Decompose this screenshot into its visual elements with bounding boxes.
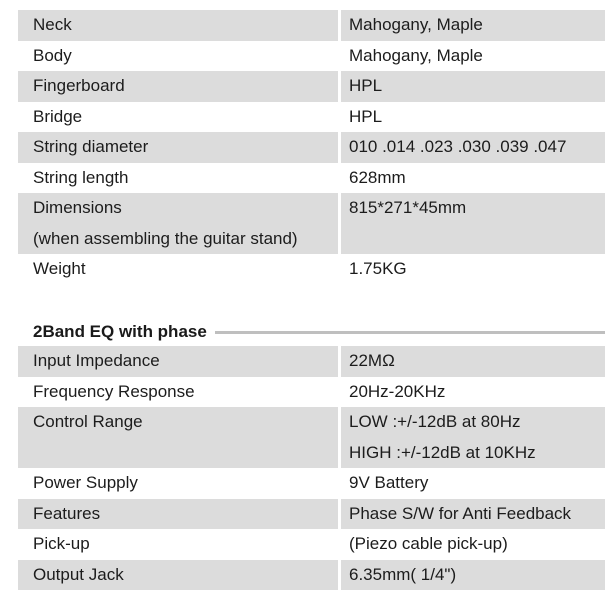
spec-label: Power Supply xyxy=(33,473,138,492)
eq-section-header xyxy=(33,318,605,346)
spec-label: Features xyxy=(18,499,338,530)
spec-label: Frequency Response xyxy=(33,381,195,401)
spec-row-neck xyxy=(18,10,605,41)
eq-row-frequency-response xyxy=(18,377,605,408)
spec-value: 628mm xyxy=(349,167,406,187)
spec-value: LOW :+/-12dB at 80Hz HIGH :+/-12dB at 10KHz xyxy=(341,407,605,468)
spec-value: Mahogany, Maple xyxy=(349,45,483,65)
spec-value: 6.35mm( 1/4") xyxy=(341,560,605,591)
spec-value: 815*271*45mm xyxy=(341,193,605,254)
spec-label: String diameter xyxy=(18,132,338,163)
spec-value: 9V Battery xyxy=(349,473,429,492)
spec-label: Input Impedance xyxy=(18,346,338,377)
spec-value: 010 .014 .023 .030 .039 .047 xyxy=(341,132,605,163)
spec-label: Pick-up xyxy=(33,534,90,553)
eq-row-power-supply xyxy=(18,468,605,499)
spec-label: Neck xyxy=(18,10,338,41)
spec-value: (Piezo cable pick-up) xyxy=(349,534,508,553)
eq-row-control-range xyxy=(18,407,605,468)
eq-row-pick-up xyxy=(18,529,605,560)
specs-table xyxy=(18,10,605,285)
spec-label: String length xyxy=(33,167,129,187)
spec-row-fingerboard xyxy=(18,71,605,102)
eq-row-output-jack xyxy=(18,560,605,591)
spec-label: Fingerboard xyxy=(18,71,338,102)
spec-value: HPL xyxy=(341,71,605,102)
spec-value: 1.75KG xyxy=(349,259,407,278)
spec-row-dimensions xyxy=(18,193,605,254)
eq-row-features xyxy=(18,499,605,530)
spec-value: Phase S/W for Anti Feedback xyxy=(341,499,605,530)
spec-label: Body xyxy=(33,45,72,65)
spec-row-weight xyxy=(18,254,605,285)
section-divider xyxy=(215,331,605,334)
spec-value: Mahogany, Maple xyxy=(341,10,605,41)
spec-value: 22MΩ xyxy=(341,346,605,377)
spec-label: Dimensions (when assembling the guitar stand) xyxy=(18,193,338,254)
spec-row-string-length xyxy=(18,163,605,194)
spec-label: Weight xyxy=(33,259,86,278)
spec-label: Control Range xyxy=(18,407,338,468)
spec-label: Bridge xyxy=(33,106,83,126)
spec-value: 20Hz-20KHz xyxy=(349,381,446,401)
spec-value: HPL xyxy=(349,106,383,126)
spec-row-string-diameter xyxy=(18,132,605,163)
spec-row-body xyxy=(18,41,605,72)
spec-label: Output Jack xyxy=(18,560,338,591)
eq-row-input-impedance xyxy=(18,346,605,377)
section-title: 2Band EQ with phase xyxy=(33,322,207,341)
eq-table xyxy=(18,346,605,590)
spec-row-bridge xyxy=(18,102,605,133)
